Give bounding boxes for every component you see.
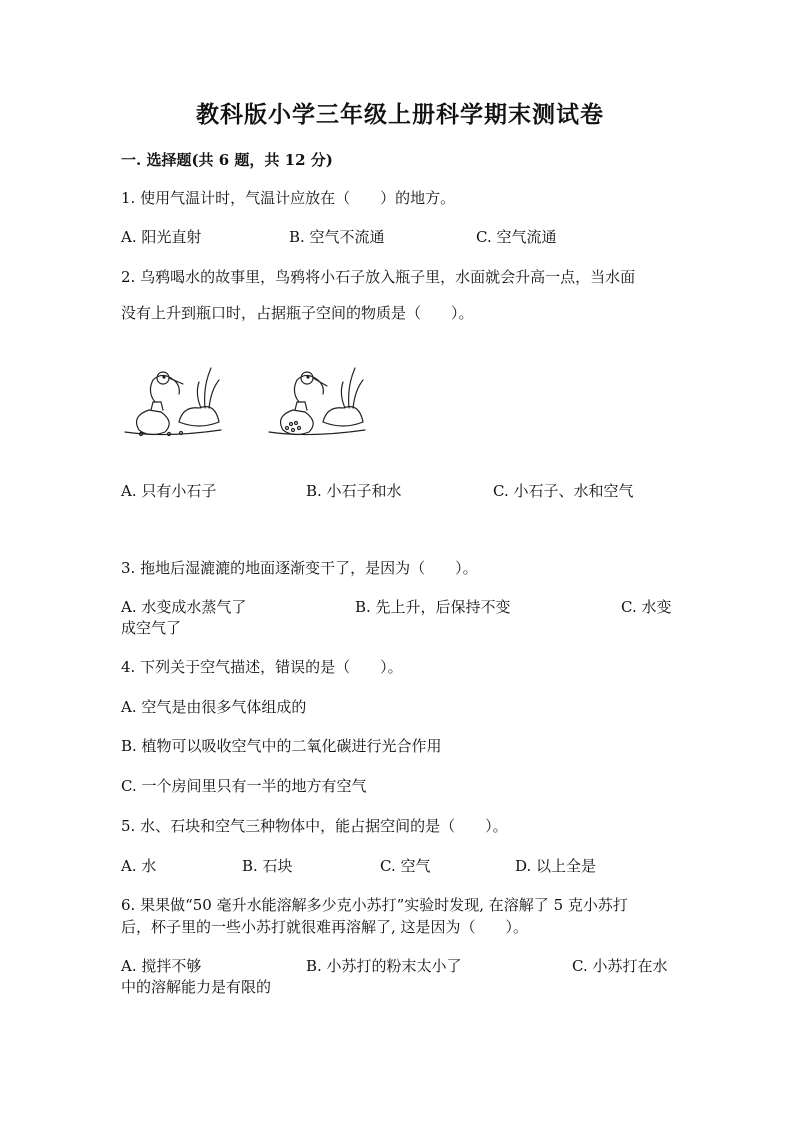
question-6-option-b: B. 小苏打的粉末太小了 [306,957,462,975]
question-2-option-c: C. 小石子、水和空气 [493,482,634,500]
question-5-stem: 5. 水、石块和空气三种物体中，能占据空间的是（ ）。 [121,817,508,835]
question-3-stem: 3. 拖地后湿漉漉的地面逐渐变干了，是因为（ ）。 [121,559,478,577]
question-6-stem-line-2: 后，杯子里的一些小苏打就很难再溶解了, 这是因为（ ）。 [121,918,529,936]
question-2-stem-line-1: 2. 乌鸦喝水的故事里，鸟鸦将小石子放入瓶子里，水面就会升高一点，当水面 [121,268,636,286]
question-4-stem: 4. 下列关于空气描述，错误的是（ ）。 [121,658,403,676]
question-5-option-d: D. 以上全是 [515,857,597,875]
question-4-option-a: A. 空气是由很多气体组成的 [121,698,307,716]
question-3-option-c-continued: 成空气了 [121,619,182,637]
question-2-option-a: A. 只有小石子 [121,482,217,500]
question-6-option-c: C. 小苏打在水 [572,957,668,975]
crow-drinking-illustration [121,352,263,438]
question-5-option-b: B. 石块 [242,857,293,875]
question-4-option-c: C. 一个房间里只有一半的地方有空气 [121,777,367,795]
question-2-option-b: B. 小石子和水 [306,482,402,500]
question-5-option-a: A. 水 [121,857,157,875]
question-1-option-c: C. 空气流通 [476,228,557,246]
crow-drinking-illustration-2 [263,352,405,438]
question-2-stem-line-2: 没有上升到瓶口时，占据瓶子空间的物质是（ ）。 [121,304,474,322]
question-1-option-a: A. 阳光直射 [121,228,202,246]
question-6-option-c-continued: 中的溶解能力是有限的 [121,978,272,996]
question-3-option-c: C. 水变 [621,598,672,616]
question-1-stem: 1. 使用气温计时，气温计应放在（ ）的地方。 [121,189,456,207]
question-6-option-a: A. 搅拌不够 [121,957,202,975]
question-6-stem-line-1: 6. 果果做“50 毫升水能溶解多少克小苏打”实验时发现, 在溶解了 5 克小苏打 [121,896,628,914]
question-5-option-c: C. 空气 [380,857,431,875]
section-heading: 一. 选择题(共 6 题，共 12 分) [121,151,333,169]
question-3-option-a: A. 水变成水蒸气了 [121,598,247,616]
question-1-option-b: B. 空气不流通 [289,228,385,246]
question-4-option-b: B. 植物可以吸收空气中的二氧化碳进行光合作用 [121,737,442,755]
question-3-option-b: B. 先上升，后保持不变 [355,598,511,616]
page-title: 教科版小学三年级上册科学期末测试卷 [196,101,604,128]
